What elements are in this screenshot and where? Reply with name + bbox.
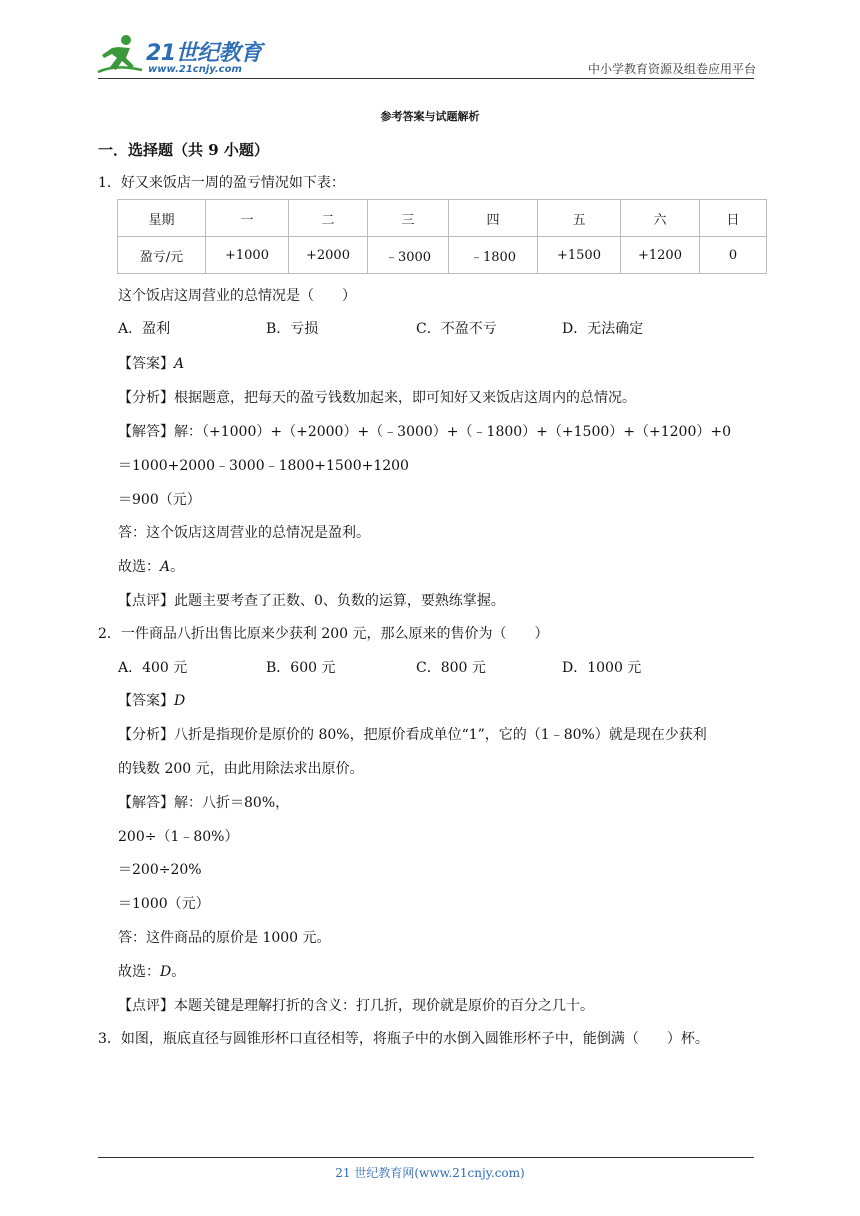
q1-comment: 【点评】此题主要考查了正数、0、负数的运算，要熟练掌握。: [118, 593, 505, 609]
q2-analysis-cont: 的钱数 200 元，由此用除法求出原价。: [118, 761, 364, 777]
q2-solution-line: ＝200÷20%: [118, 862, 202, 878]
table-cell: +2000: [289, 237, 368, 274]
q1-option-d[interactable]: D．无法确定: [562, 321, 644, 337]
logo-url: www.21cnjy.com: [148, 64, 242, 75]
profit-loss-table: [117, 199, 767, 274]
choice-value: D: [160, 964, 172, 980]
table-cell: 六: [621, 200, 700, 237]
q2-option-b[interactable]: B．600 元: [266, 660, 336, 676]
page-title: 参考答案与试题解析: [380, 110, 480, 123]
answer-value: A: [174, 356, 185, 372]
q1-solution-line: 【解答】解：（+1000）+（+2000）+（﹣3000）+（﹣1800）+（+1500）+（+1200）+0: [118, 424, 731, 440]
answer-label: 【答案】: [118, 356, 174, 372]
q1-choice: [118, 556, 184, 576]
q2-option-a[interactable]: A．400 元: [118, 660, 188, 676]
q2-answer: [118, 690, 185, 710]
choice-prefix: 故选：: [118, 559, 160, 575]
table-cell: ﹣1800: [449, 237, 538, 274]
answer-value: D: [174, 693, 186, 709]
q1-question: 这个饭店这周营业的总情况是（ ）: [118, 288, 356, 304]
table-cell: +1000: [206, 237, 289, 274]
q1-option-b[interactable]: B．亏损: [266, 321, 319, 337]
q1-solution-line: ＝900（元）: [118, 492, 201, 508]
table-cell: 星期: [118, 200, 206, 237]
header-divider: [98, 78, 754, 79]
q2-solution-line: ＝1000（元）: [118, 896, 210, 912]
table-cell: +1200: [621, 237, 700, 274]
q2-comment: 【点评】本题关键是理解打折的含义：打几折，现价就是原价的百分之几十。: [118, 998, 594, 1014]
answer-label: 【答案】: [118, 693, 174, 709]
table-cell: 日: [700, 200, 767, 237]
table-row: [118, 200, 767, 237]
table-cell: 五: [538, 200, 621, 237]
q2-stem: 2．一件商品八折出售比原来少获利 200 元，那么原来的售价为（ ）: [98, 626, 549, 642]
q2-solution-line: 【解答】解：八折＝80%，: [118, 795, 290, 811]
choice-value: A: [160, 559, 171, 575]
q1-stem: 1．好又来饭店一周的盈亏情况如下表：: [98, 175, 345, 191]
q2-solution-line: 200÷（1﹣80%）: [118, 829, 239, 845]
q3-stem: 3．如图，瓶底直径与圆锥形杯口直径相等，将瓶子中的水倒入圆锥形杯子中，能倒满（ ）杯。: [98, 1031, 709, 1047]
table-cell: +1500: [538, 237, 621, 274]
q2-option-c[interactable]: C．800 元: [416, 660, 486, 676]
page-footer[interactable]: 21 世纪教育网(www.21cnjy.com): [335, 1166, 525, 1180]
q1-option-a[interactable]: A．盈利: [118, 321, 171, 337]
q1-solution-line: 答：这个饭店这周营业的总情况是盈利。: [118, 525, 370, 541]
table-cell: ﹣3000: [368, 237, 449, 274]
logo-text: 21世纪教育: [146, 41, 262, 66]
table-cell: 一: [206, 200, 289, 237]
q1-analysis: 【分析】根据题意，把每天的盈亏钱数加起来，即可知好又来饭店这周内的总情况。: [118, 390, 636, 406]
table-row: [118, 237, 767, 274]
table-cell: 四: [449, 200, 538, 237]
choice-prefix: 故选：: [118, 964, 160, 980]
table-cell: 三: [368, 200, 449, 237]
choice-suffix: 。: [171, 964, 186, 980]
choice-suffix: 。: [170, 559, 185, 575]
q1-option-c[interactable]: C．不盈不亏: [416, 321, 497, 337]
table-cell: 0: [700, 237, 767, 274]
section-heading: 一．选择题（共 9 小题）: [98, 141, 269, 159]
q2-choice: [118, 961, 185, 981]
q2-analysis: 【分析】八折是指现价是原价的 80%，把原价看成单位“1”，它的（1﹣80%）就是现在少获利: [118, 727, 707, 743]
runner-logo-icon: [96, 34, 146, 76]
footer-divider: [98, 1157, 754, 1158]
q1-solution-line: ＝1000+2000﹣3000﹣1800+1500+1200: [118, 458, 409, 474]
q2-option-d[interactable]: D．1000 元: [562, 660, 642, 676]
header-platform-text: 中小学教育资源及组卷应用平台: [587, 62, 756, 76]
page-header: [0, 0, 860, 82]
q1-answer: [118, 353, 184, 373]
table-cell: 盈亏/元: [118, 237, 206, 274]
table-cell: 二: [289, 200, 368, 237]
site-logo[interactable]: [96, 34, 266, 78]
q2-solution-line: 答：这件商品的原价是 1000 元。: [118, 930, 331, 946]
